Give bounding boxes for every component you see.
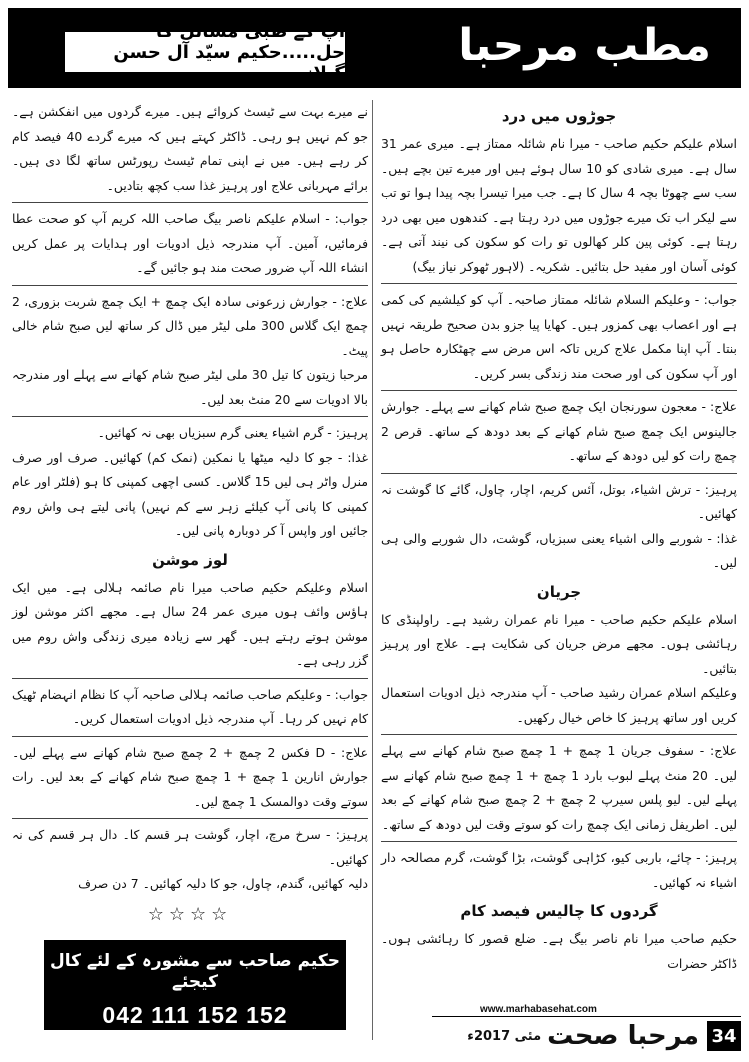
section-title: لوز موشن [152,550,228,569]
paragraph: علاج: - معجون سورنجان ایک چمچ صبح شام کھانے سے پہلے۔ جوارش جالینوس ایک چمچ صبح شام کھانے کے بعد دودھ کے ساتھ۔ قرص 2 چمچ رات کو لیں دودھ کے ساتھ۔ [381,399,737,463]
divider [381,841,737,842]
call-box-text: حکیم صاحب سے مشورہ کے لئے کال کیجئے [49,951,341,992]
masthead-banner [8,8,741,88]
paragraph: مرحبا زیتون کا تیل 30 ملی لیٹر صبح شام کھانے سے پہلے اور مندرجہ بالا ادویات سے 20 منٹ بعد لیں۔ [12,367,368,407]
call-box [44,940,346,1030]
right-column [381,100,737,971]
paragraph: جواب: - اسلام علیکم ناصر بیگ صاحب اللہ کریم آپ کو صحت عطا فرمائیں، آمین۔ آپ مندرجہ ذیل ادویات اور ہدایات پر عمل کریں انشاء اللہ آپ ضرور صحت مند ہو جائیں گے۔ [12,211,368,275]
paragraph: حکیم صاحب میرا نام ناصر بیگ ہے۔ ضلع قصور کا رہائشی ہوں۔ ڈاکٹر حضرات [381,931,737,971]
masthead-subtitle: آپ کے طبی مسائل کا حل.....حکیم سیّد آل حسن گیلانی [63,30,347,74]
left-column [12,100,368,925]
divider [12,736,368,737]
paragraph: پرہیز: - گرم اشیاء یعنی گرم سبزیاں بھی نہ کھائیں۔ [97,425,368,440]
paragraph: علاج: - جوارش زرعونی سادہ ایک چمچ + ایک چمچ شربت بزوری، 2 چمچ ایک گلاس 300 ملی لیٹر میں ڈال کر ساتھ لیں صبح شام خالی پیٹ۔ [12,293,368,358]
divider [12,202,368,203]
divider [381,473,737,474]
paragraph: جواب: - وعلیکم السلام شائلہ ممتاز صاحبہ۔ آپ کو کیلشیم کی کمی ہے اور اعصاب بھی کمزور ہیں۔ کھایا پیا جزو بدن صحیح طریقہ نہیں بنتا۔ آپ اپنا مکمل علاج کریں تاکہ اس مرض سے چھٹکارہ حاصل ہو اور آپ سکون کی اور صحت مند زندگی بسر کریں۔ [381,292,737,381]
paragraph: اسلام علیکم حکیم صاحب - میرا نام عمران رشید ہے۔ راولپنڈی کا رہائشی ہوں۔ مجھے مرض جریان کی شکایت ہے۔ علاج اور پرہیز بتائیں۔ [381,611,737,676]
section-title: گردوں کا چالیس فیصد کام [460,902,658,920]
divider [381,283,737,284]
divider [381,734,737,735]
divider [12,285,368,286]
star-ornament: ☆☆☆☆ [147,903,233,925]
paragraph: غذا: - شوربے والی اشیاء یعنی سبزیاں، گوشت، دال شوربے والی ہی لیں۔ [381,530,737,570]
paragraph: علاج: - D فکس 2 چمچ + 2 چمچ صبح شام کھانے سے پہلے لیں۔ جوارش انارین 1 چمچ + 1 چمچ صبح شام کھانے کے بعد لیں۔ رات سوتے وقت دوالمسک 1 چمچ لیں۔ [12,744,368,809]
paragraph: جواب: - وعلیکم صاحب صائمہ ہلالی صاحبہ آپ کا نظام انہضام ٹھیک کام نہیں کر رہا۔ آپ مندرجہ ذیل ادویات استعمال کریں۔ [12,686,368,726]
paragraph: وعلیکم اسلام عمران رشید صاحب - آپ مندرجہ ذیل ادویات استعمال کریں اور ساتھ پرہیز کا خاص خیال رکھیں۔ [381,685,737,725]
phone-number[interactable]: 042 111 152 152 [102,1002,288,1028]
paragraph: اسلام وعلیکم حکیم صاحب میرا نام صائمہ ہلالی ہے۔ میں ایک ہاؤس وائف ہوں میری عمر 24 سال ہے۔ مجھے اکثر موشن لوز موشن ہوتے رہتے ہیں۔ گھر سے زیادہ میری زندگی واش روم میں گزر رہی ہے۔ [12,579,368,668]
issue-date: مئی 2017ء [467,1028,542,1044]
paragraph: دلیہ کھائیں، گندم، چاول، جو کا دلیہ کھائیں۔ 7 دن صرف [78,876,368,891]
paragraph: پرہیز: - ترش اشیاء، بوتل، آئس کریم، اچار، چاول، گائے کا گوشت نہ کھائیں۔ [381,481,737,521]
section-title: جریان [536,582,582,601]
paragraph: علاج: - سفوف جریان 1 چمچ + 1 چمچ صبح شام کھانے سے پہلے لیں۔ 20 منٹ پہلے لبوب بارد 1 چمچ + 1 چمچ صبح شام کھانے سے پہلے لیں۔ لیو پلس سیرپ 2 چمچ + 2 چمچ صبح شام کھانے کے بعد لیں۔ اطریفل زمانی ایک چمچ رات کو سوتے وقت لیں دودھ کے ساتھ۔ [381,743,737,832]
magazine-logo: مرحبا صحت [547,1021,699,1051]
paragraph: غذا: - جو کا دلیہ میٹھا یا نمکین (نمک کم) کھائیں۔ صرف اور صرف منرل واٹر ہی لیں 15 گلاس۔ کسی اچھی کمپنی کا ہو (فلٹر اور عام کمپنی کا پانی آپ کیلئے زہر سے کم نہیں) پانی لیتے ہی واش روم جائیں اور واپس آ کر دوبارہ پانی لیں۔ [12,449,368,538]
divider [12,678,368,679]
divider [381,390,737,391]
section-title: جوڑوں میں درد [501,107,617,125]
divider [12,416,368,417]
paragraph: پرہیز: - چائے، باربی کیو، کڑاہی گوشت، بڑا گوشت، گرم مصالحہ دار اشیاء نہ کھائیں۔ [381,850,737,890]
website-url[interactable]: www.marhabasehat.com [480,1004,597,1015]
paragraph: اسلام علیکم حکیم صاحب - میرا نام شائلہ ممتاز ہے۔ میری عمر 31 سال ہے۔ میری شادی کو 10 سال ہوئے ہیں اور میرے تین بچے ہیں۔ سب سے چھوٹا بچہ 4 سال کا ہے۔ جب میرا تیسرا بچہ پیدا ہوا تو تب سے لیکر اب تک میرے جوڑوں میں درد رہتا ہے۔ کندھوں میں بھی درد رہتا ہے۔ کوئی پین کلر کھالوں تو رات کو سکون کی نیند آتی ہے۔ کوئی آسان اور مفید حل بتائیں۔ شکریہ۔ (لاہور ٹھوکر نیاز بیگ) [381,136,737,274]
paragraph: نے میرے بہت سے ٹیسٹ کروائے ہیں۔ میرے گردوں میں انفکشن ہے۔ جو کم نہیں ہو رہی۔ ڈاکٹر کہتے ہیں کہ میرے گردے 40 فیصد کام کر رہے ہیں۔ میں نے اپنی تمام ٹیسٹ رپورٹس ساتھ لگا دی ہیں۔ برائے مہربانی علاج اور پرہیز غذا سب کچھ بتادیں۔ [12,104,368,193]
divider [12,818,368,819]
paragraph: پرہیز: - سرخ مرچ، اچار، گوشت ہر قسم کا۔ دال ہر قسم کی نہ کھائیں۔ [12,827,368,867]
masthead-title: مطب مرحبا [458,20,711,71]
column-divider [372,100,373,1040]
footer [432,1016,741,1055]
page-number: 34 [707,1021,741,1051]
